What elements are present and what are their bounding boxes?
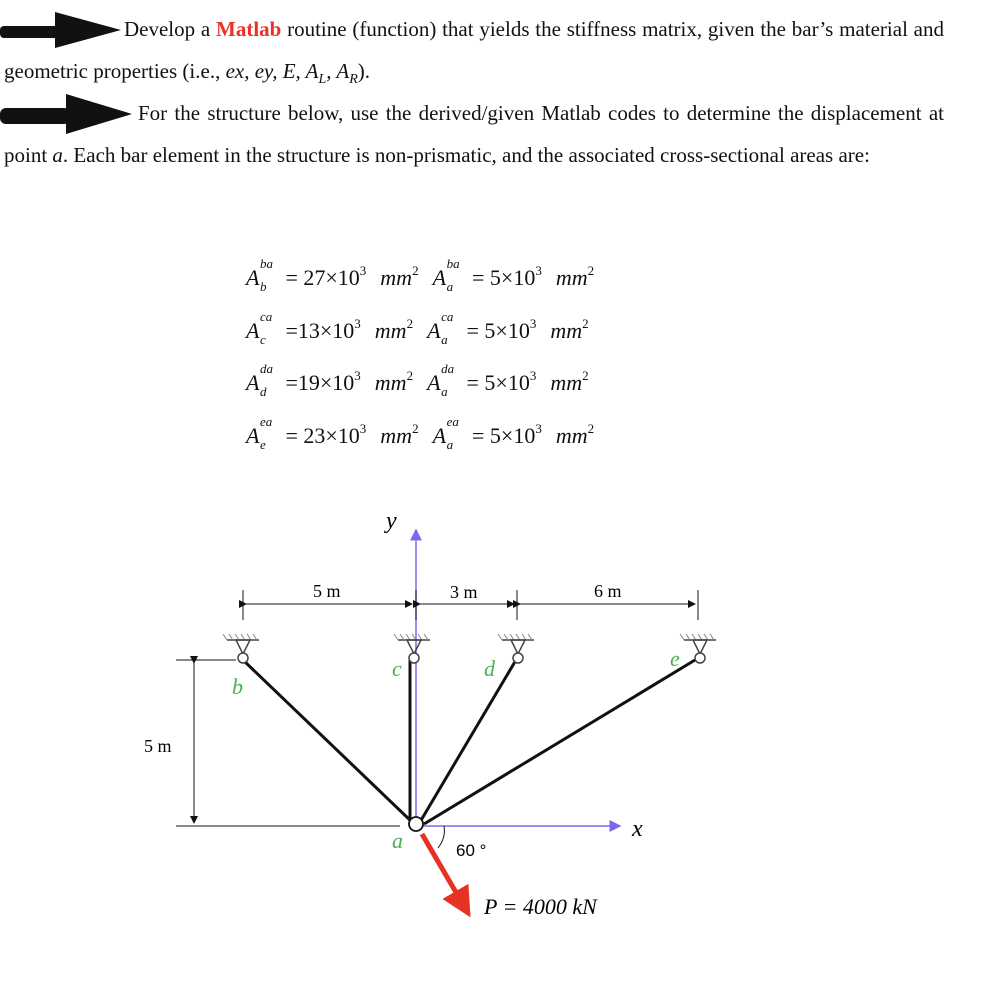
area-symbol: A da d [246,361,273,399]
area-value: = 27×10 [285,265,360,290]
axis-y-label: y [386,508,397,534]
matlab-highlight: Matlab [216,17,282,41]
area-value-a: = 5×10 [466,318,530,343]
area-unit: mm [374,318,407,343]
node-c-label: c [392,656,402,681]
node-a-circle [409,817,423,831]
area-value-a: = 5×10 [472,423,536,448]
part1-comma: , A [326,59,350,83]
area-unit: mm [380,265,413,290]
area-unit-a: mm [550,318,583,343]
area-equation-row: A ea e = $23\times 10^3$ $mm^2$ A ea a = $5\times 10^3$ $mm^2$ [246,414,595,452]
node-b-label: b [232,674,243,699]
area-unit-a: mm [555,265,588,290]
area-value-a: = 5×10 [472,265,536,290]
angle-label: 60 ° [456,841,487,860]
area-equation-row: A ba b = $27\times 10^3$ $mm^2$ A ba a = $5\times 10^3$ $mm^2$ [246,256,595,294]
area-unit: mm [374,370,407,395]
load-label: P = 4000 kN [484,894,597,919]
area-value-a: = 5×10 [466,370,530,395]
area-unit-a: mm [555,423,588,448]
part1-end: ). [357,59,371,83]
area-equation-row: A ca c $=13\times 10^3$ $mm^2$ A ca a = $5\times 10^3$ $mm^2$ [246,309,589,347]
part1-text-after: routine (function) that yields the stiffness matrix, given the bar’s material and geometric properties (i.e., [4,17,944,83]
node-e-label: e [670,646,680,671]
support-e [680,634,716,663]
part2-text: For the structure below, use the derived/given Matlab codes to determine the displacement at point [4,101,944,167]
area-symbol: A ba b [246,256,273,294]
area-value: =13×10 [285,318,355,343]
area-symbol-a: A ea a [432,414,459,452]
sub-R: R [349,72,358,88]
support-b [223,634,259,663]
part2-text-after: . Each bar element in the structure is non-prismatic, and the associated cross-sectional areas are: [62,143,870,167]
area-value: =19×10 [285,370,355,395]
dim-5m-left-label: 5 m [144,736,172,756]
area-symbol-a: A ca a [427,309,454,347]
area-value: = 23×10 [285,423,360,448]
node-a-label: a [392,828,403,853]
area-symbol-a: A da a [427,361,455,399]
area-equation-row: A da d $=19\times 10^3$ $mm^2$ A da a = $5\times 10^3$ $mm^2$ [246,361,589,399]
bar-ba [243,660,412,822]
support-d [498,634,534,663]
area-symbol: A ca c [246,309,273,347]
dim-3m-label: 3 m [450,582,478,602]
bar-ea [424,660,695,824]
area-symbol-a: A ba a [432,256,460,294]
axis-x-label: x [632,816,643,842]
node-d-label: d [484,656,495,681]
dim-5m-label: 5 m [313,581,341,601]
area-unit-a: mm [550,370,583,395]
part1-vars: ex, ey, E, A [225,59,319,83]
angle-arc [438,826,444,848]
sub-L: L [318,72,327,88]
area-symbol: A ea e [246,414,273,452]
area-unit: mm [380,423,413,448]
dim-6m-label: 6 m [594,581,622,601]
part2-point: a [52,143,63,167]
part1-text: Develop a [124,17,216,41]
